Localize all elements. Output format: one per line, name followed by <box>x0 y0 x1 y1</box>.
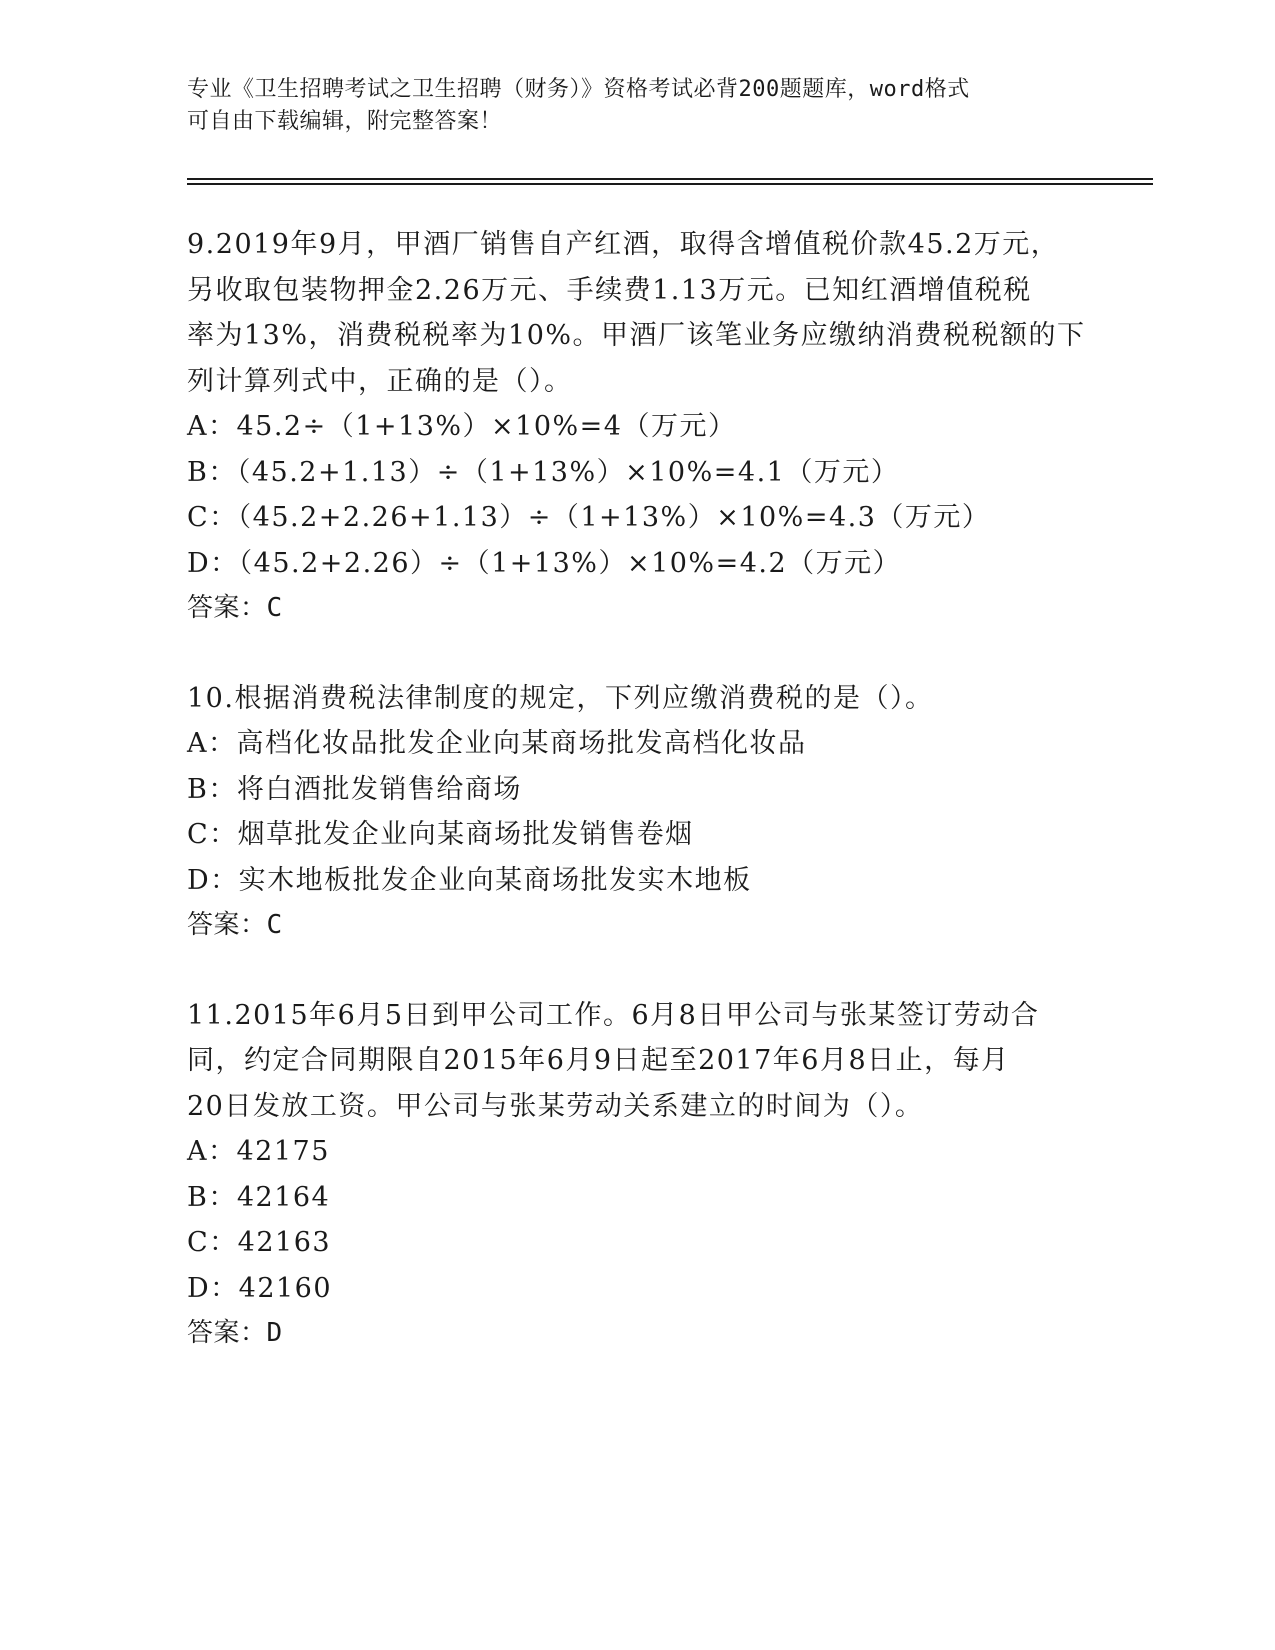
option-a: A：42175 <box>187 1136 330 1167</box>
option-c: C：烟草批发企业向某商场批发销售卷烟 <box>187 819 694 850</box>
question-9 <box>187 222 1087 632</box>
question-10 <box>187 676 1087 949</box>
question-11 <box>187 993 1087 1357</box>
option-b: B：将白酒批发销售给商场 <box>187 773 522 805</box>
header-divider-top <box>187 178 1153 180</box>
answer-label: 答案：C <box>187 593 283 623</box>
option-a: A：高档化妆品批发企业向某商场批发高档化妆品 <box>187 728 807 759</box>
header-line-2: 可自由下载编辑，附完整答案！ <box>187 109 503 134</box>
option-c: C：（45.2+2.26+1.13）÷（1+13%）×10%=4.3（万元） <box>187 502 991 533</box>
header-line-1: 专业《卫生招聘考试之卫生招聘（财务）》资格考试必背200题题库，word格式 <box>187 77 970 102</box>
option-b: B：42164 <box>187 1181 331 1213</box>
option-a: A：45.2÷（1+13%）×10%=4（万元） <box>187 411 737 442</box>
question-stem-line: 10.根据消费税法律制度的规定，下列应缴消费税的是（）。 <box>187 682 934 714</box>
question-stem-line: 20日发放工资。甲公司与张某劳动关系建立的时间为（）。 <box>187 1090 924 1122</box>
question-stem-line: 11.2015年6月5日到甲公司工作。6月8日甲公司与张某签订劳动合 <box>187 999 1040 1031</box>
option-d: D：实木地板批发企业向某商场批发实木地板 <box>187 864 752 896</box>
question-stem-line: 列计算列式中，正确的是（）。 <box>187 365 573 397</box>
question-stem-line: 同，约定合同期限自2015年6月9日起至2017年6月8日止，每月 <box>187 1045 1010 1076</box>
option-b: B：（45.2+1.13）÷（1+13%）×10%=4.1（万元） <box>187 456 900 488</box>
question-stem-line: 9.2019年9月，甲酒厂销售自产红酒，取得含增值税价款45.2万元， <box>187 229 1060 260</box>
option-d: D：（45.2+2.26）÷（1+13%）×10%=4.2（万元） <box>187 547 902 579</box>
option-c: C：42163 <box>187 1227 332 1258</box>
header-divider-bottom <box>187 183 1153 185</box>
answer-label: 答案：C <box>187 910 283 940</box>
answer-label: 答案：D <box>187 1318 283 1348</box>
document-header <box>187 74 1087 138</box>
question-stem-line: 率为13%，消费税税率为10%。甲酒厂该笔业务应缴纳消费税税额的下 <box>187 320 1086 351</box>
option-d: D：42160 <box>187 1272 333 1304</box>
question-stem-line: 另收取包装物押金2.26万元、手续费1.13万元。已知红酒增值税税 <box>187 274 1032 306</box>
question-list <box>187 222 1087 1357</box>
